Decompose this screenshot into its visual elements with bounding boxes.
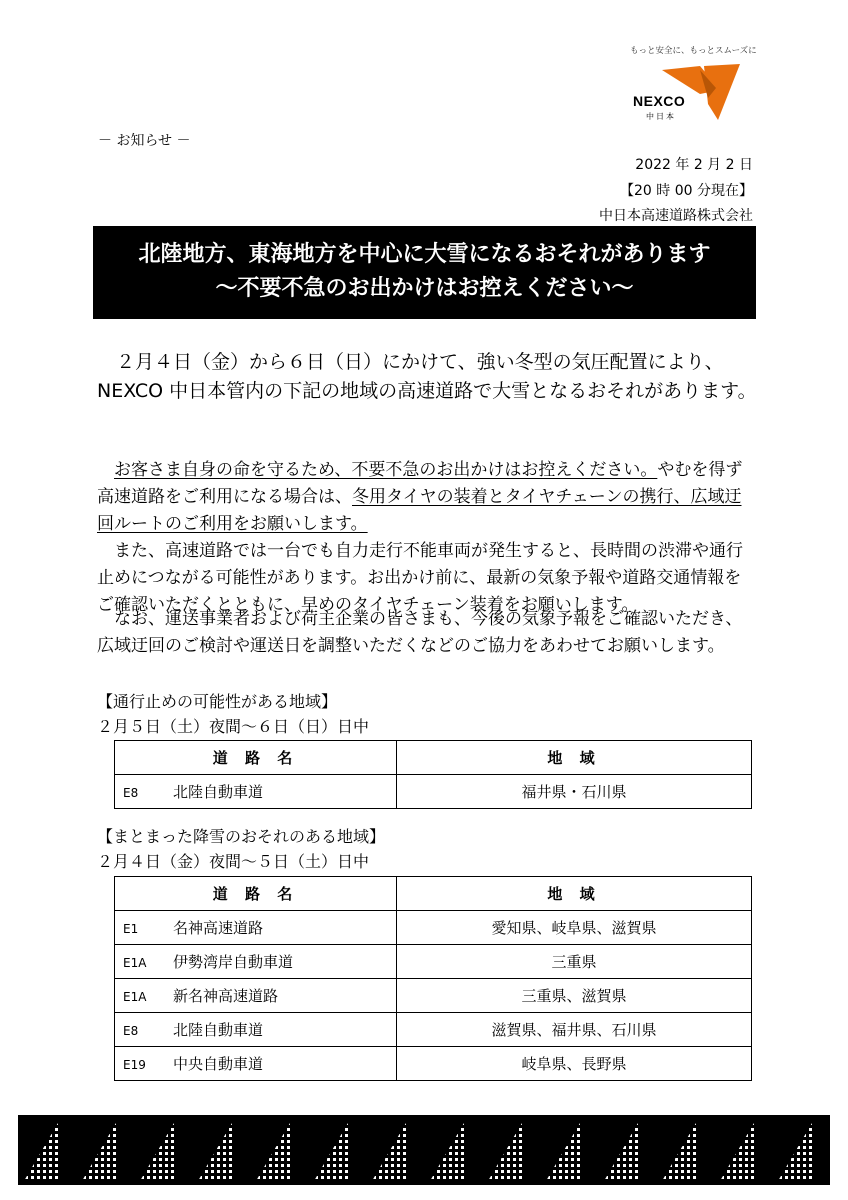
footer-pattern (18, 1115, 830, 1185)
request-mid: やむを得ず高速道路をご利用になる場合は、 (97, 460, 743, 507)
region: 滋賀県、福井県、石川県 (397, 1013, 752, 1047)
notice-label: － お知らせ － (98, 133, 191, 149)
headline-line-1: 北陸地方、東海地方を中心に大雪になるおそれがあります (138, 242, 711, 267)
table-row (115, 911, 752, 945)
road-code: E1A (123, 990, 147, 1004)
release-time: 【20 時 00 分現在】 (620, 183, 753, 199)
intro-paragraph: ２月４日（金）から６日（日）にかけて、強い冬型の気圧配置により、NEXCO 中日本管内の下記の地域の高速道路で大雪となるおそれがあります。 (97, 351, 757, 402)
section2-title: 【まとまった降雪のおそれのある地域】 (97, 827, 386, 846)
region: 福井県・石川県 (397, 775, 752, 809)
table-header-row (115, 741, 752, 775)
warning-paragraph: また、高速道路では一台でも自力走行不能車両が発生すると、長時間の渋滞や通行止めにつながる可能性があります。お出かけ前に、最新の気象予報や道路交通情報をご確認いただくとともに、早めのタイヤチェーン装着をお願いします。 (97, 541, 743, 615)
request-stay-home: お客さま自身の命を守るため、不要不急のお出かけはお控えください。 (114, 460, 658, 480)
release-date: 2022 年 2 月 2 日 (635, 157, 753, 173)
road-name: 北陸自動車道 (173, 1021, 264, 1039)
section1-period: ２月５日（土）夜間～６日（日）日中 (97, 717, 370, 736)
table-header-row (115, 877, 752, 911)
section1-title: 【通行止めの可能性がある地域】 (97, 692, 338, 711)
road-code: E8 (123, 786, 139, 800)
table-row (115, 1047, 752, 1081)
road-name: 伊勢湾岸自動車道 (173, 953, 294, 971)
road-code: E1A (123, 956, 147, 970)
col-region-header: 地 域 (397, 741, 752, 775)
brand-tagline: もっと安全に、もっとスムーズに (630, 46, 757, 56)
road-name: 名神高速道路 (173, 919, 264, 937)
snowfall-table (114, 876, 752, 1081)
freight-paragraph: なお、運送事業者および荷主企業の皆さまも、今後の気象予報をご確認いただき、広域迂回のご検討や運送日を調整いただくなどのご協力をあわせてお願いします。 (97, 609, 743, 656)
region: 愛知県、岐阜県、滋賀県 (397, 911, 752, 945)
brand-name: NEXCO (633, 93, 686, 109)
col-road-header: 道 路 名 (115, 741, 397, 775)
road-name: 新名神高速道路 (173, 987, 279, 1005)
road-name: 北陸自動車道 (173, 783, 264, 801)
table-row (115, 775, 752, 809)
region: 岐阜県、長野県 (397, 1047, 752, 1081)
col-region-header: 地 域 (397, 877, 752, 911)
region: 三重県 (397, 945, 752, 979)
table-row (115, 945, 752, 979)
section2-period: ２月４日（金）夜間～５日（土）日中 (97, 852, 370, 871)
request-winter-tires: 冬用タイヤの装着とタイヤチェーンの携行、広域迂回ルートのご利用をお願いします。 (97, 487, 742, 534)
closure-table (114, 740, 752, 809)
road-code: E19 (123, 1058, 146, 1072)
request-paragraph (97, 457, 757, 538)
table-row (115, 1013, 752, 1047)
road-code: E1 (123, 922, 139, 936)
region: 三重県、滋賀県 (397, 979, 752, 1013)
company-name: 中日本高速道路株式会社 (599, 208, 753, 224)
headline-line-2: ～不要不急のお出かけはお控えください～ (215, 276, 634, 301)
road-code: E8 (123, 1024, 139, 1038)
headline-box (93, 226, 756, 319)
brand-sub: 中日本 (646, 112, 676, 121)
table-row (115, 979, 752, 1013)
road-name: 中央自動車道 (173, 1055, 264, 1073)
col-road-header: 道 路 名 (115, 877, 397, 911)
